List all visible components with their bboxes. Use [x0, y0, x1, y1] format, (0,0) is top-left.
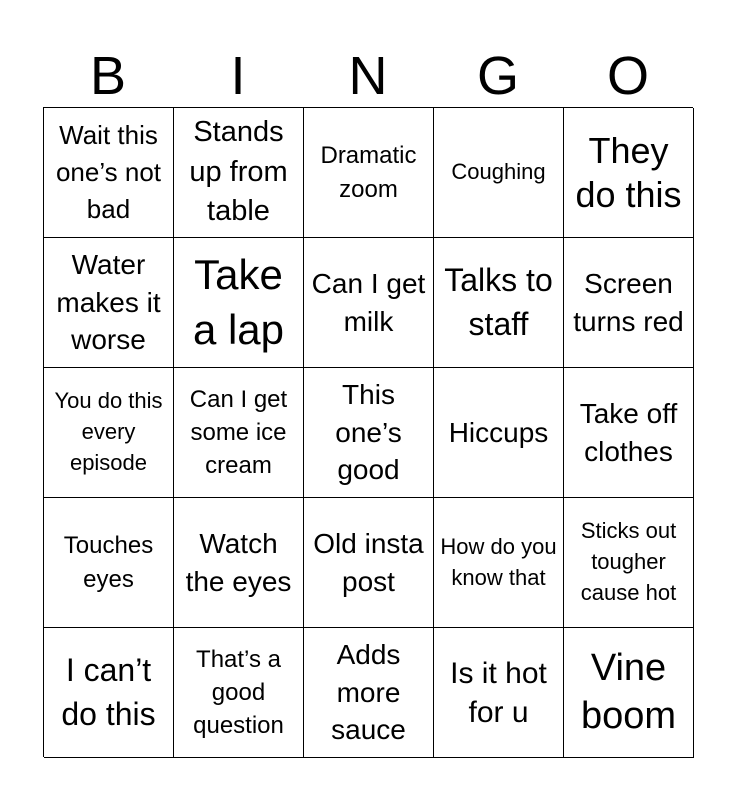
bingo-cell[interactable]	[304, 108, 434, 238]
cell-text: Vine boom	[580, 647, 677, 737]
cell-text: Dramatic zoom	[320, 142, 417, 203]
cell-text: This one’s good	[335, 378, 402, 486]
bingo-cell[interactable]	[564, 368, 694, 498]
bingo-header	[43, 44, 693, 108]
cell-text: Screen turns red	[573, 267, 684, 337]
cell-text: You do this every episode	[54, 388, 163, 475]
header-letter-o: O	[606, 46, 649, 106]
bingo-cell[interactable]	[434, 238, 564, 368]
cell-text: Take off clothes	[579, 397, 678, 467]
cell-text: Talks to staff	[444, 262, 553, 342]
bingo-cell[interactable]	[434, 108, 564, 238]
cell-text: Is it hot for u	[450, 656, 547, 729]
bingo-cell[interactable]	[174, 498, 304, 628]
cell-text: They do this	[575, 130, 682, 215]
bingo-board	[43, 107, 693, 757]
bingo-cell[interactable]	[174, 238, 304, 368]
cell-text: How do you know that	[440, 533, 557, 590]
bingo-cell[interactable]	[44, 628, 174, 758]
cell-text: Touches eyes	[63, 532, 154, 593]
bingo-cell[interactable]	[174, 108, 304, 238]
bingo-cell[interactable]	[304, 628, 434, 758]
bingo-cell[interactable]	[564, 498, 694, 628]
bingo-cell[interactable]	[564, 628, 694, 758]
bingo-cell[interactable]	[44, 238, 174, 368]
cell-text: I can’t do this	[61, 652, 156, 732]
bingo-cell[interactable]	[44, 498, 174, 628]
cell-text: Can I get some ice cream	[189, 385, 288, 480]
header-letter-n: N	[348, 46, 388, 106]
cell-text: Adds more sauce	[331, 638, 406, 746]
bingo-cell[interactable]	[304, 498, 434, 628]
bingo-cell[interactable]	[44, 368, 174, 498]
bingo-cell[interactable]	[434, 498, 564, 628]
header-letter-i: I	[230, 46, 246, 106]
cell-text: Hiccups	[448, 416, 549, 448]
cell-text: Coughing	[451, 159, 546, 185]
bingo-cell[interactable]	[564, 108, 694, 238]
cell-text: Stands up from table	[189, 116, 288, 228]
cell-text: Can I get milk	[311, 267, 426, 337]
bingo-cell[interactable]	[564, 238, 694, 368]
cell-text: Take a lap	[192, 250, 285, 353]
bingo-cell[interactable]	[434, 628, 564, 758]
bingo-cell[interactable]	[44, 108, 174, 238]
bingo-cell[interactable]	[304, 368, 434, 498]
header-letter-b: B	[89, 46, 127, 106]
bingo-cell[interactable]	[174, 368, 304, 498]
cell-text: Water makes it worse	[56, 248, 161, 356]
bingo-cell[interactable]	[174, 628, 304, 758]
cell-text: Old insta post	[313, 527, 424, 597]
cell-text: Watch the eyes	[185, 527, 292, 597]
bingo-cell[interactable]	[434, 368, 564, 498]
cell-text: That’s a good question	[193, 645, 284, 740]
cell-text: Sticks out tougher cause hot	[580, 518, 677, 605]
header-letter-g: G	[476, 46, 519, 106]
bingo-cell[interactable]	[304, 238, 434, 368]
cell-text: Wait this one’s not bad	[55, 120, 162, 224]
